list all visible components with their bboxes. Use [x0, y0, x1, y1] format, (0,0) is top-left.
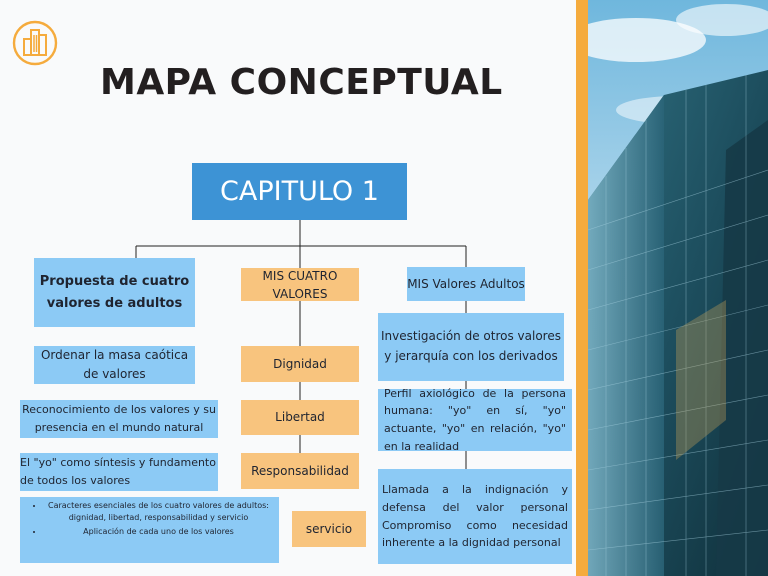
right-item-label: Perfil axiológico de la persona humana: "yo" en sí, "yo" actuante, "yo" en relación, "yo" en la realidad	[384, 386, 566, 453]
accent-bar	[576, 0, 588, 576]
list-item: • Aplicación de cada uno de los valores	[44, 526, 273, 538]
mid-item-label: Libertad	[275, 410, 325, 425]
skyscraper-photo	[576, 0, 768, 576]
right-item-node	[378, 313, 564, 381]
right-item-label: Llamada a la indignación y defensa del valor personal Compromiso como necesidad inherente a la dignidad personal	[382, 483, 568, 550]
left-item-label: Ordenar la masa caótica de valores	[40, 347, 189, 381]
mid-item-servicio	[292, 511, 366, 547]
mid-item-label: Responsabilidad	[251, 463, 349, 478]
root-node	[192, 163, 407, 220]
right-header-node	[407, 267, 525, 301]
left-item-node	[34, 346, 195, 384]
page-title: MAPA CONCEPTUAL	[100, 62, 503, 103]
left-item-label: El "yo" como síntesis y fundamento de todos los valores	[20, 456, 216, 487]
root-label: CAPITULO 1	[220, 175, 379, 207]
mid-item-label: servicio	[305, 521, 353, 536]
right-item-node	[378, 469, 572, 564]
list-item: • Caracteres esenciales de los cuatro valores de adultos: dignidad, libertad, responsabilidad y servicio	[44, 500, 273, 523]
left-header-label: Propuesta de cuatro valores de adultos	[39, 274, 190, 311]
left-item-node	[20, 453, 218, 491]
right-item-label: Investigación de otros valores y jerarquía con los derivados	[381, 329, 561, 363]
right-item-node	[378, 386, 572, 453]
mid-item-label: Dignidad	[273, 356, 327, 371]
right-header-label: MIS Valores Adultos	[407, 276, 525, 291]
mid-item-libertad	[241, 400, 359, 435]
left-item-label: Reconocimiento de los valores y su presencia en el mundo natural	[22, 403, 216, 434]
mid-header-node	[241, 268, 359, 301]
left-item-node	[20, 400, 218, 438]
mid-header-label: MIS CUATRO VALORES	[262, 268, 338, 301]
mid-item-responsabilidad	[241, 453, 359, 489]
left-bullet-list	[20, 497, 279, 563]
mid-item-dignidad	[241, 346, 359, 382]
left-header-node	[34, 258, 195, 327]
